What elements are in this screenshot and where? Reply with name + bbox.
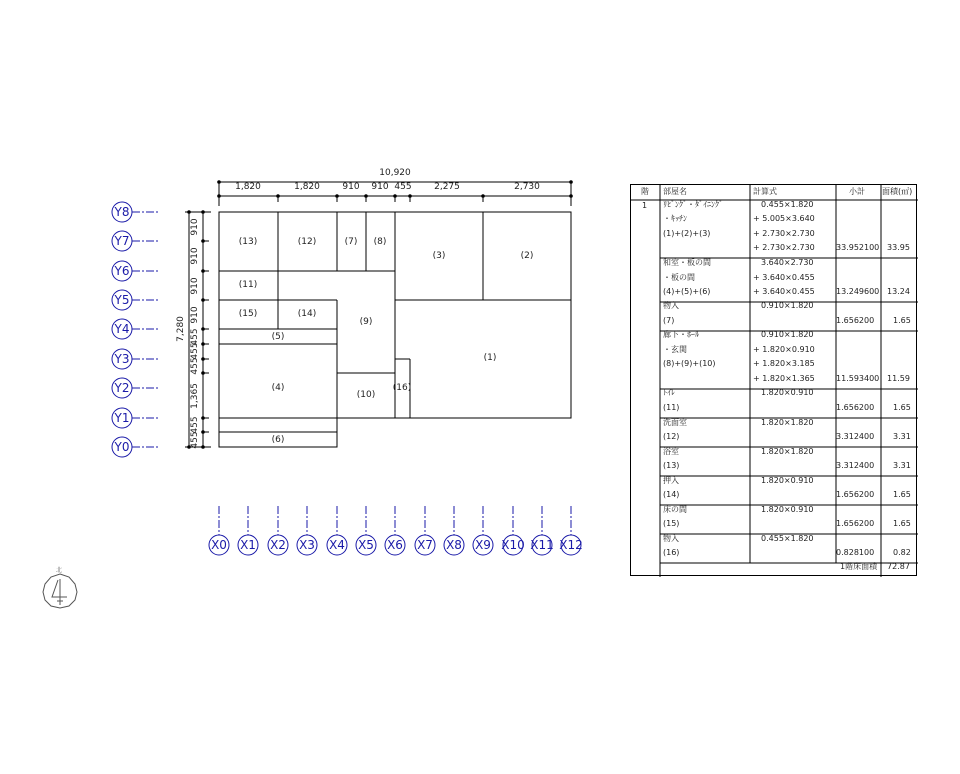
- room-name: (11): [663, 403, 680, 412]
- formula-line: 0.910×1.820: [761, 330, 814, 339]
- x-axis-leaders: [219, 506, 571, 535]
- left-dim-6: 455: [190, 357, 200, 375]
- room-name: (8)+(9)+(10): [663, 359, 716, 368]
- area-value: 1.65: [893, 316, 911, 325]
- room-name: ・玄関: [663, 345, 687, 354]
- left-dim-2: 910: [190, 277, 200, 295]
- room-name: (7): [663, 316, 675, 325]
- area-value: 3.31: [893, 461, 911, 470]
- area-value: 1.65: [893, 490, 911, 499]
- room-name: ﾄｲﾚ: [663, 388, 675, 397]
- y-axis-leaders: [132, 212, 160, 447]
- room-name: (13): [663, 461, 680, 470]
- room-name: 床の間: [663, 505, 687, 514]
- formula-line: 1.820×0.910: [761, 505, 814, 514]
- top-dim-3: 910: [371, 182, 389, 192]
- room-name: (16): [663, 548, 680, 557]
- x-axis-label-x11: X11: [530, 538, 554, 552]
- total-floor-area-value: 72.87: [887, 562, 910, 571]
- y-axis-label-y3: Y3: [114, 352, 130, 366]
- formula-line: + 1.820×0.910: [753, 345, 815, 354]
- formula-line: 3.640×2.730: [761, 258, 814, 267]
- x-axis-label-x9: X9: [475, 538, 491, 552]
- formula-line: 1.820×1.820: [761, 447, 814, 456]
- y-axis-label-y0: Y0: [114, 440, 130, 454]
- formula-line: + 1.820×1.365: [753, 374, 815, 383]
- formula-line: + 2.730×2.730: [753, 229, 815, 238]
- total-height-label: 7,280: [176, 316, 186, 342]
- subtotal-value: 3.312400: [836, 461, 875, 470]
- room-label-4: (4): [271, 383, 285, 393]
- room-name: 物入: [663, 534, 679, 543]
- area-value: 1.65: [893, 403, 911, 412]
- x-axis-label-x10: X10: [501, 538, 525, 552]
- left-dim-9: 455: [190, 431, 200, 449]
- subtotal-value: 1.656200: [836, 519, 875, 528]
- left-dim-7: 1,365: [190, 383, 200, 409]
- left-dim-5: 455: [190, 342, 200, 360]
- room-label-13: (13): [238, 237, 258, 247]
- north-compass-icon: [43, 574, 77, 608]
- room-walls: [219, 212, 571, 447]
- formula-line: 0.455×1.820: [761, 200, 814, 209]
- formula-line: + 2.730×2.730: [753, 243, 815, 252]
- room-name: (4)+(5)+(6): [663, 287, 711, 296]
- x-axis-label-x3: X3: [299, 538, 315, 552]
- x-axis-label-x5: X5: [358, 538, 374, 552]
- y-axis-label-y6: Y6: [114, 264, 130, 278]
- area-value: 13.24: [887, 287, 910, 296]
- y-axis-label-y7: Y7: [114, 234, 130, 248]
- room-label-12: (12): [297, 237, 317, 247]
- x-axis-label-x6: X6: [387, 538, 403, 552]
- area-value: 1.65: [893, 519, 911, 528]
- room-label-3: (3): [432, 251, 446, 261]
- formula-line: + 3.640×0.455: [753, 273, 815, 282]
- top-dim-5: 2,275: [434, 182, 460, 192]
- subtotal-value: 1.656200: [836, 316, 875, 325]
- x-axis-label-x8: X8: [446, 538, 462, 552]
- left-dim-4: 455: [190, 328, 200, 346]
- room-label-15: (15): [238, 309, 258, 319]
- room-label-2: (2): [520, 251, 534, 261]
- y-axis-label-y4: Y4: [114, 322, 130, 336]
- y-axis-label-y5: Y5: [114, 293, 130, 307]
- x-axis-label-x7: X7: [417, 538, 433, 552]
- compass-north-label: 北: [55, 567, 63, 574]
- floor-number: 1: [642, 201, 648, 210]
- formula-line: + 3.640×0.455: [753, 287, 815, 296]
- room-label-8: (8): [373, 237, 387, 247]
- room-name: 押入: [663, 476, 679, 485]
- x-axis-label-x12: X12: [559, 538, 583, 552]
- formula-line: 0.910×1.820: [761, 301, 814, 310]
- header-floor: 階: [641, 187, 649, 196]
- formula-line: 1.820×0.910: [761, 388, 814, 397]
- room-name: (12): [663, 432, 680, 441]
- top-dim-1: 1,820: [294, 182, 320, 192]
- y-axis-label-y1: Y1: [114, 411, 130, 425]
- room-label-1: (1): [483, 353, 497, 363]
- formula-line: + 5.005×3.640: [753, 214, 815, 223]
- room-label-14: (14): [297, 309, 317, 319]
- subtotal-value: 1.656200: [836, 403, 875, 412]
- room-label-6: (6): [271, 435, 285, 445]
- formula-line: 1.820×1.820: [761, 418, 814, 427]
- x-axis-label-x2: X2: [270, 538, 286, 552]
- x-axis-label-x0: X0: [211, 538, 227, 552]
- area-value: 0.82: [893, 548, 911, 557]
- left-dim-8: 455: [190, 416, 200, 434]
- top-dim-2: 910: [342, 182, 360, 192]
- room-name: 物入: [663, 301, 679, 310]
- formula-line: + 1.820×3.185: [753, 359, 815, 368]
- area-value: 11.59: [887, 374, 910, 383]
- room-name: (15): [663, 519, 680, 528]
- subtotal-value: 3.312400: [836, 432, 875, 441]
- x-axis-label-x1: X1: [240, 538, 256, 552]
- header-subtotal: 小計: [849, 187, 865, 196]
- room-label-11: (11): [238, 280, 258, 290]
- total-width-label: 10,920: [379, 168, 411, 178]
- room-name: ﾘﾋﾞﾝｸﾞ・ﾀﾞｲﾆﾝｸﾞ: [663, 200, 723, 209]
- area-value: 33.95: [887, 243, 910, 252]
- y-axis-label-y8: Y8: [114, 205, 130, 219]
- room-label-16: (16): [392, 383, 412, 393]
- room-name: 廊下・ﾎｰﾙ: [663, 330, 699, 339]
- room-name: ・ｷｯﾁﾝ: [663, 214, 687, 223]
- room-label-7: (7): [344, 237, 358, 247]
- room-label-9: (9): [359, 317, 373, 327]
- subtotal-value: 11.593400: [836, 374, 880, 383]
- formula-line: 1.820×0.910: [761, 476, 814, 485]
- header-area: 面積(㎡): [882, 187, 913, 196]
- left-dim-1: 910: [190, 247, 200, 265]
- x-axis-label-x4: X4: [329, 538, 345, 552]
- room-name: 浴室: [663, 447, 679, 456]
- room-name: 和室・板の間: [663, 258, 711, 267]
- subtotal-value: 33.952100: [836, 243, 880, 252]
- total-floor-area-label: 1階床面積: [840, 562, 878, 571]
- room-label-10: (10): [356, 390, 376, 400]
- room-name: (1)+(2)+(3): [663, 229, 711, 238]
- header-formula: 計算式: [753, 187, 777, 196]
- left-dim-3: 910: [190, 306, 200, 324]
- room-name: ・板の間: [663, 273, 695, 282]
- area-value: 3.31: [893, 432, 911, 441]
- top-dim-0: 1,820: [235, 182, 261, 192]
- top-dim-6: 2,730: [514, 182, 540, 192]
- room-name: (14): [663, 490, 680, 499]
- room-name: 洗面室: [663, 418, 687, 427]
- subtotal-value: 13.249600: [836, 287, 880, 296]
- y-axis-label-y2: Y2: [114, 381, 130, 395]
- subtotal-value: 0.828100: [836, 548, 875, 557]
- left-dim-0: 910: [190, 218, 200, 236]
- formula-line: 0.455×1.820: [761, 534, 814, 543]
- room-label-5: (5): [271, 332, 285, 342]
- subtotal-value: 1.656200: [836, 490, 875, 499]
- header-room: 部屋名: [663, 187, 687, 196]
- area-calculation-table: [630, 184, 917, 576]
- top-dim-4: 455: [394, 182, 412, 192]
